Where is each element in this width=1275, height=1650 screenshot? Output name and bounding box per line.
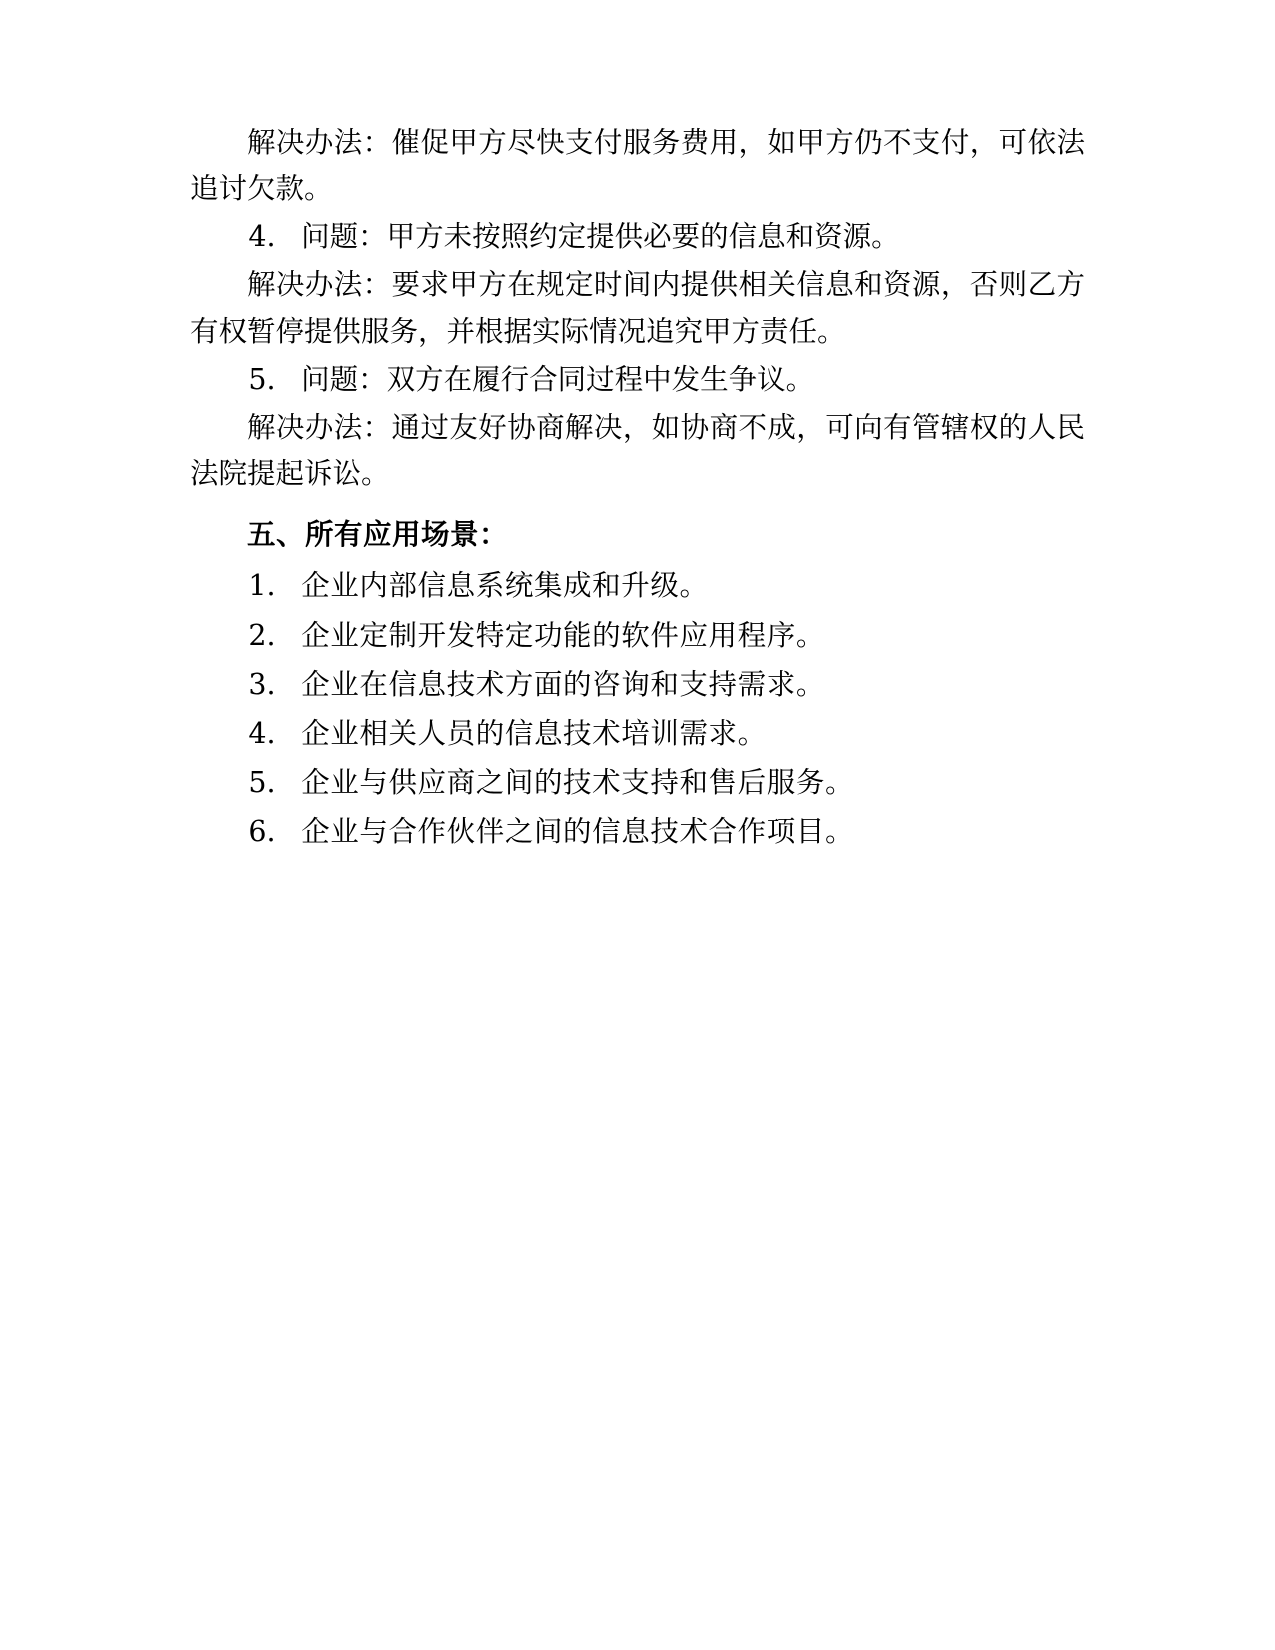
list-item-number: 6. <box>248 815 276 849</box>
list-item <box>190 809 1085 855</box>
list-item <box>190 662 1085 708</box>
solution-paragraph-4: 解决办法：要求甲方在规定时间内提供相关信息和资源，否则乙方有权暂停提供服务，并根据实际情况追究甲方责任。 <box>190 268 1085 348</box>
list-item-text: 企业与供应商之间的技术支持和售后服务。 <box>301 766 855 800</box>
list-item-number: 3. <box>248 667 276 701</box>
list-item-text: 企业内部信息系统集成和升级。 <box>301 569 709 603</box>
list-item-text: 企业在信息技术方面的咨询和支持需求。 <box>301 667 825 701</box>
list-item-number: 4. <box>248 716 276 750</box>
solution-paragraph-3: 解决办法：催促甲方尽快支付服务费用，如甲方仍不支付，可依法追讨欠款。 <box>190 126 1085 206</box>
list-item-text: 企业定制开发特定功能的软件应用程序。 <box>301 618 825 652</box>
list-item <box>190 711 1085 757</box>
list-item <box>190 760 1085 806</box>
issue-item-4 <box>190 214 1085 260</box>
issue-item-4-number: 4. <box>248 220 276 254</box>
list-item <box>190 613 1085 659</box>
list-item-text: 企业相关人员的信息技术培训需求。 <box>301 716 767 750</box>
document-body <box>190 120 1085 855</box>
list-item-number: 2. <box>248 618 276 652</box>
application-scenario-list <box>190 563 1085 855</box>
issue-item-5 <box>190 357 1085 403</box>
list-item-number: 1. <box>248 569 276 603</box>
issue-item-5-text: 问题：双方在履行合同过程中发生争议。 <box>301 362 815 396</box>
list-item <box>190 563 1085 609</box>
issue-item-5-number: 5. <box>248 362 276 396</box>
solution-paragraph-5: 解决办法：通过友好协商解决，如协商不成，可向有管辖权的人民法院提起诉讼。 <box>190 410 1085 491</box>
section-heading-application-scenarios: 五、所有应用场景： <box>247 517 509 552</box>
issue-item-4-text: 问题：甲方未按照约定提供必要的信息和资源。 <box>301 220 900 254</box>
list-item-number: 5. <box>248 766 276 800</box>
list-item-text: 企业与合作伙伴之间的信息技术合作项目。 <box>301 815 855 849</box>
